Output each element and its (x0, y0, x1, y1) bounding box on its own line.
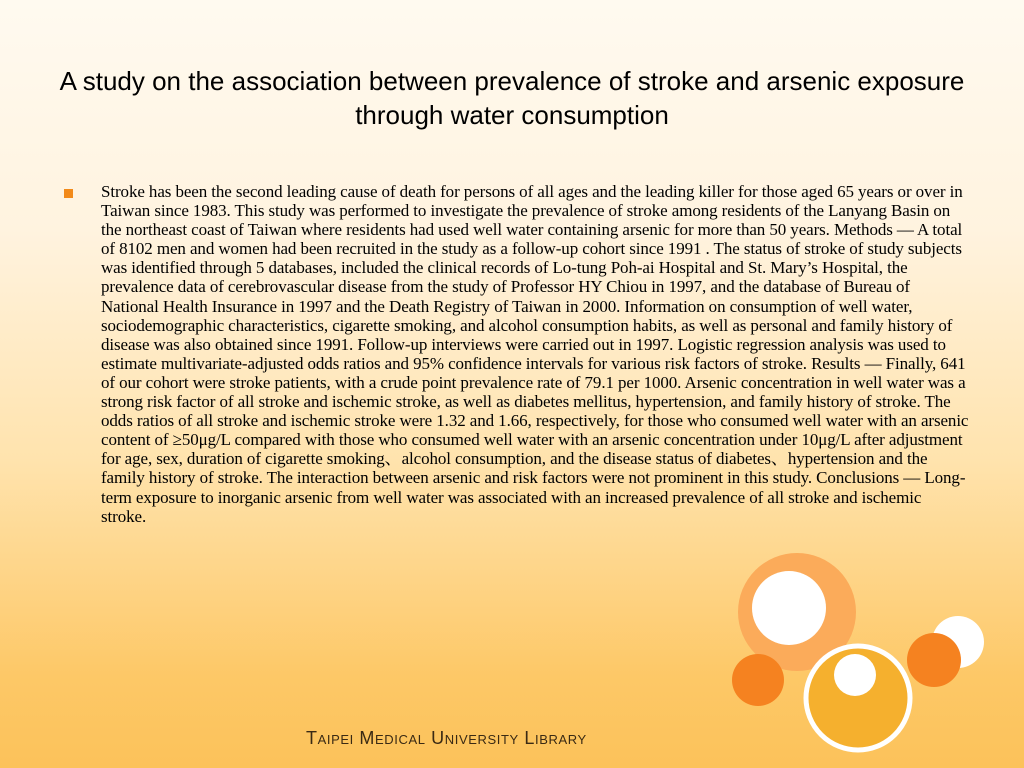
decorative-circles (700, 550, 1024, 768)
decor-circle-large-inner (752, 571, 826, 645)
abstract-text: Stroke has been the second leading cause of death for persons of all ages and the leading killer for those aged 65 years or over in Taiwan since 1983. This study was performed to investigate the prevalence of stroke among residents of the Lanyang Basin on the northeast coast of Taiwan where residents had used well water containing arsenic for more than 50 years. Methods — A total of 8102 men and women had been recruited in the study as a follow-up cohort since 1991 . The status of stroke of study subjects was identified through 5 databases, included the clinical records of Lo-tung Poh-ai Hospital and St. Mary’s Hospital, the prevalence data of cerebrovascular disease from the study of Professor HY Chiou in 1997, and the database of Bureau of National Health Insurance in 1997 and the Death Registry of Taiwan in 2000. Information on consumption of well water, sociodemographic characteristics, cigarette smoking, and alcohol consumption habits, as well as personal and family history of disease was also obtained since 1991. Follow-up interviews were carried out in 1997. Logistic regression analysis was used to estimate multivariate-adjusted odds ratios and 95% confidence intervals for various risk factors of stroke. Results — Finally, 641 of our cohort were stroke patients, with a crude point prevalence rate of 79.1 per 1000. Arsenic concentration in well water was a strong risk factor of all stroke and ischemic stroke, as well as diabetes mellitus, hypertension, and family history of stroke. The odds ratios of all stroke and ischemic stroke were 1.32 and 1.66, respectively, for those who consumed well water with an arsenic content of ≥50μg/L compared with those who consumed well water with an arsenic concentration under 10μg/L after adjustment for age, sex, duration of cigarette smoking、alcohol consumption, and the disease status of diabetes、hypertension and the family history of stroke. The interaction between arsenic and risk factors were not prominent in this study. Conclusions — Long-term exposure to inorganic arsenic from well water was associated with an increased prevalence of all stroke and ischemic stroke. (101, 182, 969, 526)
bullet-point (64, 182, 969, 526)
decor-circle-orange-left (732, 654, 784, 706)
decor-circle-orange-right (907, 633, 961, 687)
square-bullet-icon (64, 189, 73, 198)
decor-circle-gold-inner (834, 654, 876, 696)
slide-title: A study on the association between prevalence of stroke and arsenic exposure through water consumption (59, 66, 965, 130)
footer-library-name: Taipei Medical University Library (306, 728, 587, 748)
